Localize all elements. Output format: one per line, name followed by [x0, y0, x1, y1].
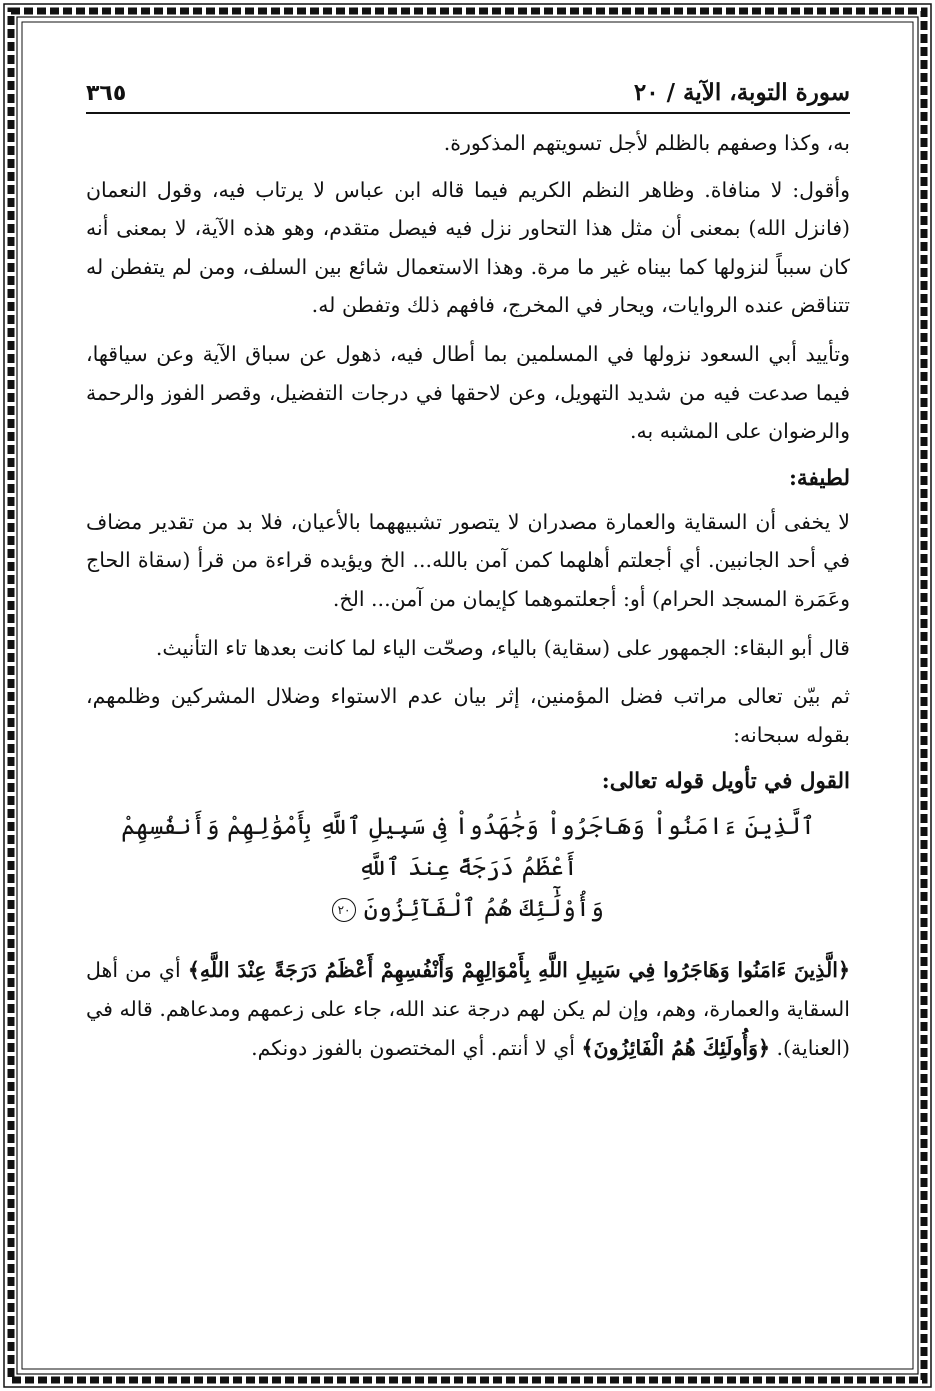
page-header — [86, 58, 850, 106]
quran-verse — [96, 806, 840, 929]
commentary-text-2: أي لا أنتم. أي المختصون بالفوز دونكم. — [251, 1035, 582, 1060]
commentary-quote-1: ﴿الَّذِينَ ءَامَنُوا وَهَاجَرُوا فِي سَبِيلِ اللَّهِ بِأَمْوَالِهِمْ وَأَنْفُسِهِمْ أَعْظَمُ دَرَجَةً عِنْدَ اللَّهِ﴾ — [187, 958, 850, 983]
verse-number-marker: ٢٠ — [332, 898, 356, 922]
paragraph-latifa: لا يخفى أن السقاية والعمارة مصدران لا يتصور تشبيههما بالأعيان، فلا بد من تقدير مضاف في أحد الجانبين. أي أجعلتم أهلهما كمن آمن بالله... الخ ويؤيده قراءة من قرأ (سقاة الحاج وعَمَرة المسجد الحرام) أو: أجعلتموهما كإيمان من آمن... الخ. — [86, 509, 850, 611]
paragraph-aqulu: وأقول: لا منافاة. وظاهر النظم الكريم فيما قاله ابن عباس لا يرتاب فيه، وقول النعمان (فانزل الله) بمعنى أن مثل هذا التحاور نزل فيه فيصل متقدم، وهو هذه الآية، لا بمعنى أنه كان سبباً لنزولها كما بيناه غير ما مرة. وهذا الاستعمال شائع بين السلف، ومن لم يتفطن له تتناقض عنده الروايات، ويحار في المخرج، فافهم ذلك وتفطن له. — [86, 177, 850, 318]
paragraph-abu-suud: وتأييد أبي السعود نزولها في المسلمين بما أطال فيه، ذهول عن سباق الآية وعن سياقها، فيما صدعت فيه من شديد التهويل، وعن لاحقها في درجات التفضيل، وقصر الفوز والرحمة والرضوان على المشبه به. — [86, 341, 850, 444]
tawil-heading: القول في تأويل قوله تعالى: — [601, 769, 850, 795]
commentary-paragraph — [86, 951, 850, 1067]
header-rule — [86, 112, 850, 114]
commentary-text-1: أي من أهل السقاية والعمارة، وهم، وإن لم يكن لهم درجة عند الله، جاء على زعمهم ومدعاهم. قاله في (العناية). — [86, 958, 850, 1060]
paragraph-abu-baqa: قال أبو البقاء: الجمهور على (سقاية) بالياء، وصحّت الياء لما كانت بعدها تاء التأنيث. — [155, 635, 850, 660]
surah-title: سورة التوبة، الآية / ٢٠ — [633, 79, 850, 106]
verse-line-2 — [96, 888, 840, 929]
page-number: ٣٦٥ — [86, 81, 127, 106]
commentary-quote-2: ﴿وَأُولَئِكَ هُمُ الْفَائِزُونَ﴾ — [581, 1035, 770, 1060]
paragraph-continuation: به، وكذا وصفهم بالظلم لأجل تسويتهم المذكورة. — [443, 131, 850, 155]
verse-line-2-text: وَأُوْلَٰٓئِكَ هُمُ ٱلْفَآئِزُونَ — [363, 894, 604, 923]
verse-line-1: ٱلَّذِينَ ءَامَنُواْ وَهَاجَرُواْ وَجَٰهَدُواْ فِى سَبِيلِ ٱللَّهِ بِأَمْوَٰلِهِمْ وَأَنفُسِهِمْ أَعْظَمُ دَرَجَةً عِندَ ٱللَّهِ — [121, 812, 815, 882]
paragraph-thumma: ثم بيّن تعالى مراتب فضل المؤمنين، إثر بيان عدم الاستواء وضلال المشركين وظلمهم، بقوله سبحانه: — [86, 684, 850, 747]
latifa-heading: لطيفة: — [788, 465, 850, 491]
page-content — [86, 58, 850, 1338]
